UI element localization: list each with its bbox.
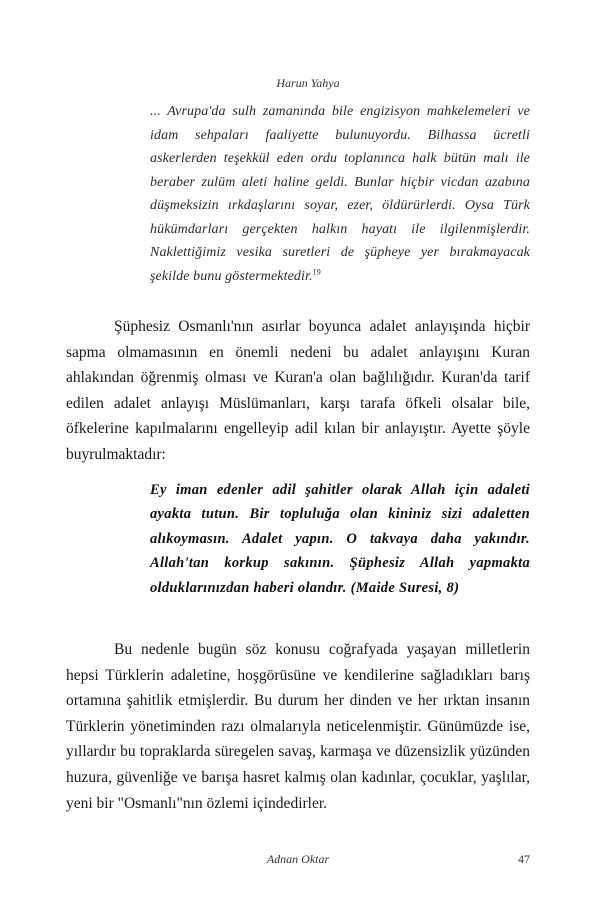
verse-text: Ey iman edenler adil şahitler olarak Allah için adaleti ayakta tutun. Bir topluluğa olan kininiz sizi adaletten alıkoymasın. Adalet yapın. O takvaya daha yakındır. Allah'tan korkup sakının. Şüphesiz Allah yapmakta olduklarınızdan haberi olandır. (150, 482, 530, 596)
body-paragraph-2: Bu nedenle bugün söz konusu coğrafyada yaşayan milletlerin hepsi Türklerin adaletine, hoşgörüsüne ve kendilerine sağladıkları barış ortamına şahitlik etmişlerdir. Bu durum her dinden ve her ırktan insanın Türklerin yönetiminden razı olmalarıyla neticelenmiştir. Günümüzde ise, yıllardır bu topraklarda süregelen savaş, karmaşa ve düzensizlik yüzünden huzura, güvenliğe ve barışa hasret kalmış olan kadınlar, çocuklar, yaşlılar, yeni bir "Osmanlı"nın özlemi içindedirler. (66, 641, 530, 812)
footer-author: Adnan Oktar (266, 852, 330, 866)
body-paragraph-1: Şüphesiz Osmanlı'nın asırlar boyunca adalet anlayışında hiçbir sapma olmamasının en önemli nedeni bu adalet anlayışını Kuran ahlakından öğrenmiş olması ve Kuran'a olan bağlılığıdır. Kuran'da tarif edilen adalet anlayışı Müslümanları, karşı tarafa öfkeli olsalar bile, öfkelerine kapılmalarını engelleyip adil kılan bir anlayıştır. Ayette şöyle buyrulmaktadır: (66, 318, 530, 463)
page-number: 47 (518, 852, 530, 866)
quran-verse-block (150, 478, 530, 600)
footnote-reference: 19 (312, 266, 321, 276)
page-footer (66, 852, 530, 868)
quote-text: ... Avrupa'da sulh zamanında bile engizisyon mahkelemeleri ve idam sehpaları faaliyette bulunuyordu. Bilhassa ücretli askerlerden teşekkül eden ordu toplanınca halk bütün malı ile beraber zulüm aleti haline geldi. Bunlar hiçbir vicdan azabına düşmeksizin ırkdaşlarını soyar, ezer, öldürürlerdi. Oysa Türk hükümdarları gerçekten halkın hayatı ile ilgilenmişlerdir. Naklettiğimiz vesika suretleri de şüpheye yer bırakmayacak şekilde bunu göstermektedir. (150, 104, 530, 284)
running-header-title: Harun Yahya (276, 76, 340, 90)
historical-quote-block (150, 100, 530, 288)
verse-citation: (Maide Suresi, 8) (350, 579, 460, 596)
